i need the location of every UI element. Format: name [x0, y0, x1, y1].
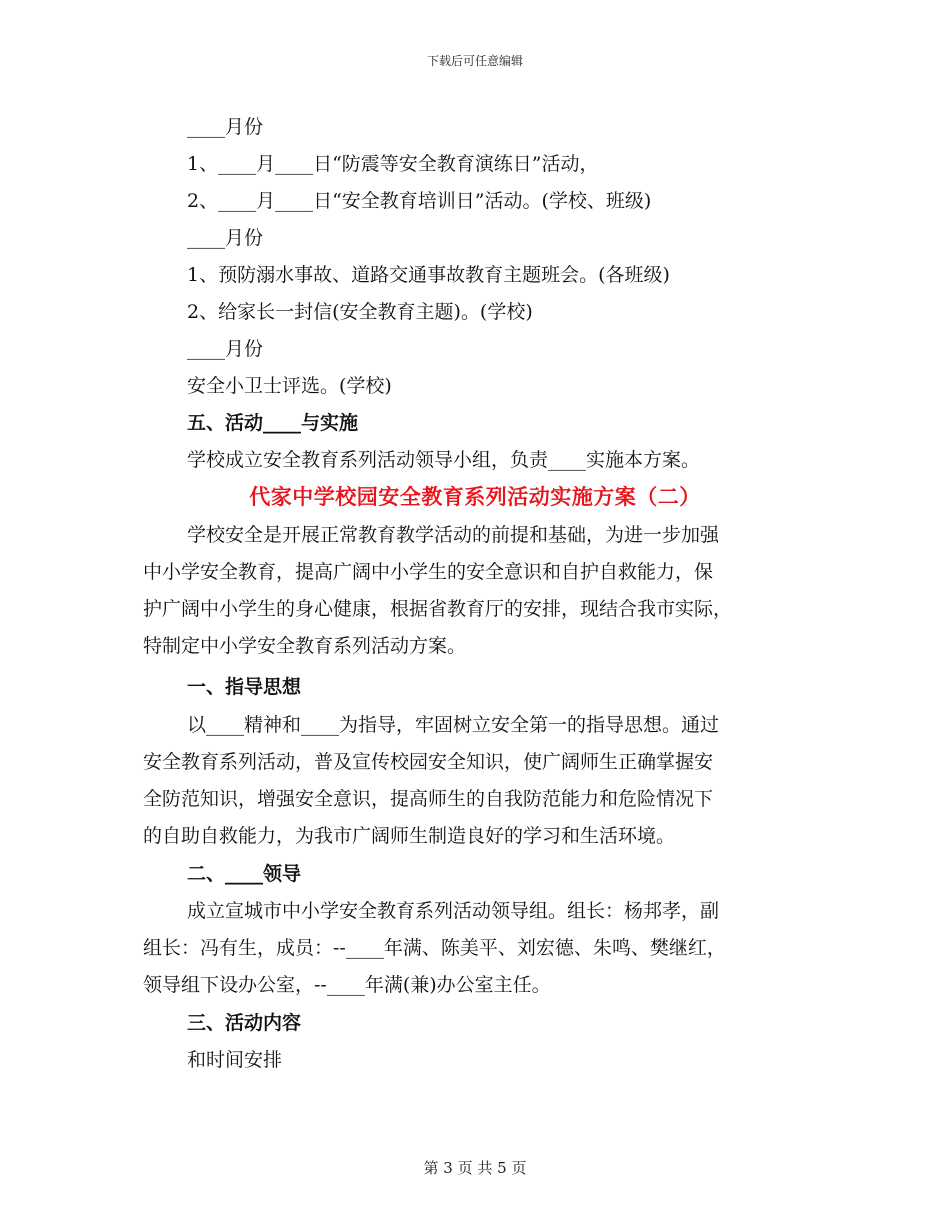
list-item: 2、给家长一封信(安全教育主题)。(学校): [187, 301, 533, 323]
paragraph-line: 护广阔中小学生的身心健康，根据省教育厅的安排，现结合我市实际，: [143, 598, 733, 620]
paragraph-line: 中小学安全教育，提高广阔中小学生的安全意识和自护自救能力，保: [143, 561, 714, 583]
paragraph-line: 和时间安排: [187, 1049, 283, 1071]
month-heading: ____月份: [187, 338, 264, 360]
list-item: 1、____月____日“防震等安全教育演练日”活动，: [187, 153, 599, 175]
list-item: 1、预防溺水事故、道路交通事故教育主题班会。(各班级): [187, 264, 670, 286]
paragraph-line: 以____精神和____为指导，牢固树立安全第一的指导思想。通过: [187, 714, 720, 736]
section-heading: 二、____领导: [187, 863, 302, 885]
paragraph-line: 的自助自救能力，为我市广阔师生制造良好的学习和生活环境。: [143, 825, 676, 847]
month-heading: ____月份: [187, 227, 264, 249]
paragraph-line: 全防范知识，增强安全意识，提高师生的自我防范能力和危险情况下: [143, 788, 714, 810]
section-heading: 五、活动____与实施: [187, 412, 359, 434]
section-heading: 三、活动内容: [187, 1012, 302, 1034]
paragraph-line: 学校安全是开展正常教育教学活动的前提和基础，为进一步加强: [187, 524, 720, 546]
month-heading: ____月份: [187, 116, 264, 138]
paragraph-line: 学校成立安全教育系列活动领导小组，负责____实施本方案。: [187, 449, 701, 471]
section-heading: 一、指导思想: [187, 676, 302, 698]
document-title: 代家中学校园安全教育系列活动实施方案（二）: [249, 484, 701, 509]
list-item: 安全小卫士评选。(学校): [187, 375, 392, 397]
list-item: 2、____月____日“安全教育培训日”活动。(学校、班级): [187, 190, 652, 212]
paragraph-line: 组长：冯有生，成员：--____年满、陈美平、刘宏德、朱鸣、樊继红，: [143, 937, 726, 959]
paragraph-line: 成立宣城市中小学安全教育系列活动领导组。组长：杨邦孝，副: [187, 900, 720, 922]
page-header: 下载后可任意编辑: [426, 54, 523, 68]
paragraph-line: 特制定中小学安全教育系列活动方案。: [143, 635, 467, 657]
page-footer: 第 3 页 共 5 页: [423, 1159, 527, 1177]
paragraph-line: 安全教育系列活动，普及宣传校园安全知识，使广阔师生正确掌握安: [143, 751, 714, 773]
paragraph-line: 领导组下设办公室，--____年满(兼)办公室主任。: [143, 974, 551, 996]
